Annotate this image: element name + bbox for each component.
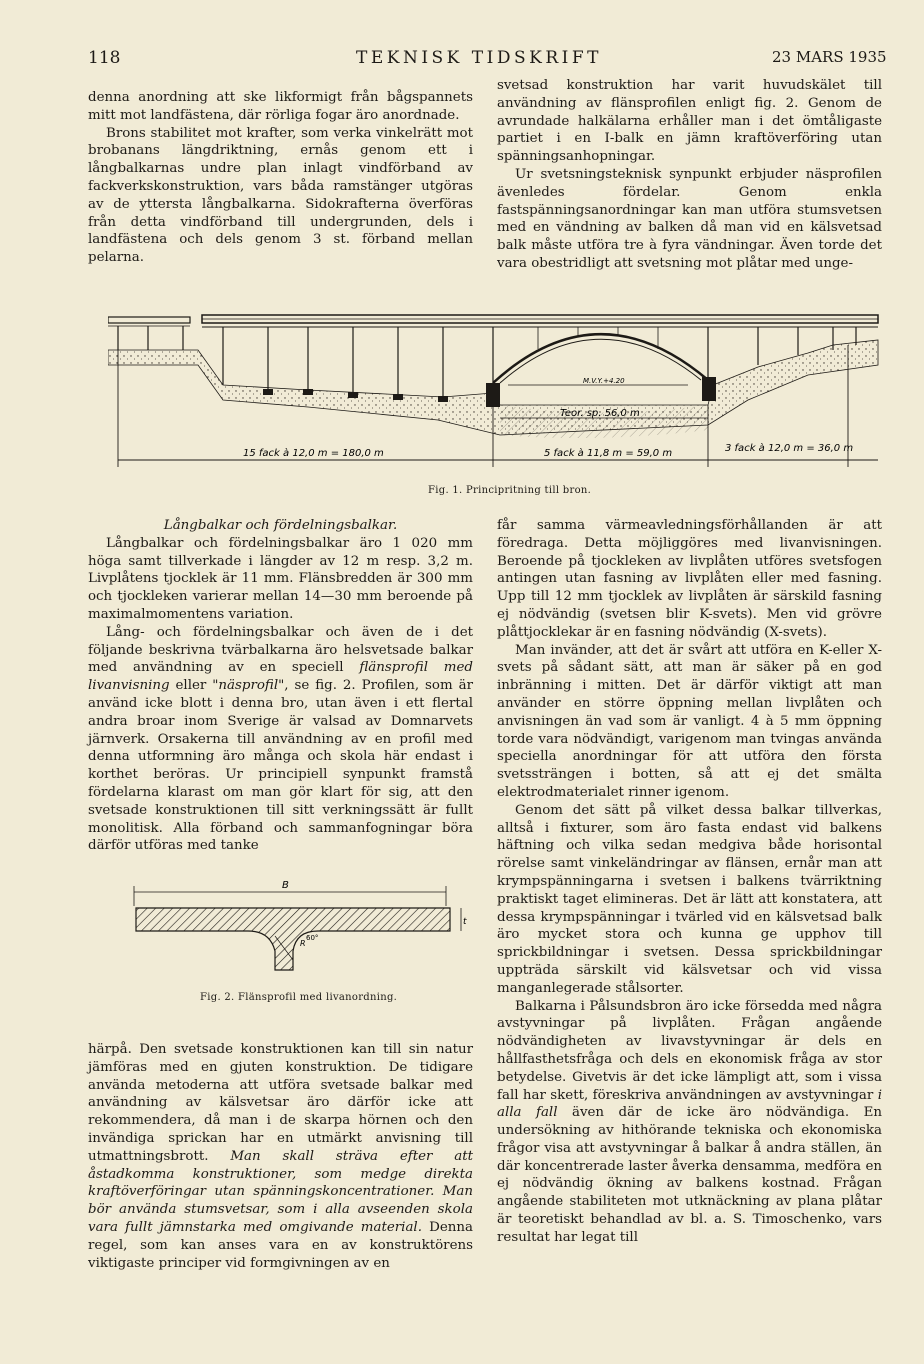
text-run: eller [169, 678, 213, 694]
text-run: Denna regel, som kan anses vara en av konstruktörens viktigaste principer vid formgivningen av en [88, 1219, 473, 1271]
text-run: Balkarna i Pålsundsbron äro icke försedda med några avstyvningar på livplåten. Frågan angående nödvändigheten av livavstyvningar är dels en hållfasthetsfråga och dels en ekonomisk fråga av stor betydelse. Givetvis är det icke lämpligt att, som i vissa fall har skett, föreskriva användningen av avstyvningar [497, 998, 882, 1103]
figure-1-caption: Fig. 1. Principritning till bron. [428, 485, 592, 496]
text-run: härpå. Den svetsade konstruktionen kan till sin natur jämföras med en gjuten konstruktion. De tidigare använda metoderna att utföra svetsade balkar med användning av kälsvetsar äro därför icke att rekommendera, då man i de skarpa hörnen och den invändiga sprickan har en utmärkt anvisning till utmattningsbrott. [88, 1042, 473, 1164]
paragraph [497, 998, 882, 1247]
journal-title: TEKNISK TIDSKRIFT [356, 48, 602, 68]
paragraph: Långbalkar och fördelningsbalkar äro 1 020 mm höga samt tillverkade i längder av 12 m resp. 3,2 m. Livplåtens tjocklek är 11 mm. Flänsbredden är 300 mm och tjockleken varierar mellan 14—30 mm beroende på maximalmomentens variation. [88, 535, 473, 622]
label-t: t [463, 917, 467, 927]
text-run: , se fig. 2. Profilen, som är använd icke blott i denna bro, utan även i ett flertal andra broar inom Sverige är valsad av Domnarvets järnverk. Orsakerna till användning av en profil med denna utformning äro många och skola här endast i korthet beröras. Ur principiell synpunkt framstå fördelarna klarast om man gör klart för sig, att den svetsade konstruktionen till sitt verkningssätt är fullt monolitisk. Alla förband och sammanfogningar böra därför utföras med tanke [88, 678, 473, 854]
text-run: Lång- och fördelningsbalkar och även de i det följande beskrivna tvärbalkarna äro helsvetsade balkar med användning av en speciell [88, 624, 473, 676]
issue-date: 23 MARS 1935 [772, 48, 887, 66]
italic-run: i alla fall [497, 1087, 882, 1121]
italic-run: flänsprofil med livanvisning [88, 660, 473, 694]
label-b: B [282, 880, 289, 891]
paragraph: får samma värmeavledningsförhållanden är att föredraga. Detta möjliggöres med livanvisningen. Beroende på tjockleken av livplåten utföres svetsfogen antingen utan fasning av livplåten eller med fasning. Upp till 12 mm tjocklek av livplåten är särskild fasning ej nödvändig (svetsen blir K-svets). Men vid grövre plåttjocklekar är en fasning nödvändig (X-svets). [497, 518, 882, 640]
flange-section [136, 908, 450, 970]
water-level-label: M.V.Y.+4.20 [583, 377, 625, 385]
paragraph [88, 1041, 473, 1272]
paragraph: Man invänder, att det är svårt att utföra en K-eller X-svets på sådant sätt, att man är säker på en god inbränning i mitten. Det är därför viktigt att man använder en större öppning mellan livplåten och anvisningen än vad som är vanligt. 4 à 5 mm öppning torde vara nödvändigt, varigenom man tvingas använda speciella anordningar för att utföra den första svetssträngen i botten, så att ej det smälta elektrodmaterialet rinner igenom. [497, 642, 882, 800]
text-run: även där de icke äro nödvändiga. En undersökning av hithörande tekniska och ekonomiska frågor visa att avstyvningar å balkar å andra ställen, än där koncentrerade laster åverka densamma, medföra en ej nödvändig ökning av balkens kostnad. Frågan angående stabiliteten mot utknäckning av plana plåtar är teoretiskt behandlad av bl. a. S. Timoschenko, vars resultat har legat till [497, 1105, 883, 1245]
dimension-label-right: 3 fack à 12,0 m = 36,0 m [725, 443, 854, 454]
span-label: Teor. sp. 56,0 m [560, 408, 640, 419]
paragraph: denna anordning att ske likformigt från bågspannets mitt mot landfästena, där rörliga fogar äro anordnade. [88, 90, 473, 123]
paragraph: Brons stabilitet mot krafter, som verka vinkelrätt mot brobanans längdriktning, ernås genom ett i långbalkarnas undre plan inlagt vindförband av fackverkskonstruktion, vars båda ramstänger utgöras av de yttersta långbalkarna. Sidokrafterna överföras från detta vindförband till undergrunden, dels i landfästena och dels genom 3 st. förband mellan pelarna. [88, 125, 473, 266]
figure-2-flange-profile [128, 876, 473, 981]
italic-run: "näsprofil" [212, 678, 285, 694]
paragraph [88, 624, 473, 855]
column-left-continued [88, 1041, 473, 1272]
dimension-label-mid: 5 fack à 11,8 m = 59,0 m [544, 448, 673, 459]
figure-1-bridge-drawing [108, 305, 883, 475]
label-r: R [300, 939, 306, 948]
paragraph: Genom det sätt på vilket dessa balkar tillverkas, alltså i fixturer, som äro fasta endast vid balkens häftning och vilka sedan medgiva både horisontal rörelse samt vinkeländringar av flänsen, ernår man att krympspänningarna i svetsen i balkens tvärriktning praktiskt taget elimineras. Det är lätt att konstatera, att dessa krympspänningar i tvärled vid en kälsvetsad balk äro mycket stora och kunna ge upphov till sprickbildningar i svetsen. Dessa sprickbildningar uppträda särskilt vid kälsvetsar och vid vissa manganlegerade stålsorter. [497, 802, 882, 996]
column-left-bottom [88, 517, 473, 855]
section-heading: Långbalkar och fördelningsbalkar. [163, 518, 398, 533]
column-right-top [497, 77, 882, 273]
bridge-deck [108, 315, 878, 327]
paragraph: svetsad konstruktion har varit huvudskälet till användning av flänsprofilen enligt fig. 2. Genom de avrundade halkälarna erhåller man i det ömtåligaste partiet i en I-balk en jämn kraftöverföring utan spänningsanhopningar. [497, 78, 882, 165]
column-right-bottom [497, 517, 882, 1247]
column-left-top [88, 89, 473, 267]
figure-2-caption: Fig. 2. Flänsprofil med livanordning. [200, 992, 398, 1003]
page-number: 118 [88, 48, 121, 68]
label-angle: 60° [306, 934, 319, 942]
italic-run: Man skall sträva efter att åstadkomma konstruktioner, som medge direkta kraftöverföringar utan spänningskoncentrationer. Man bör använda stumsvetsar, som i alla avseenden skola vara fullt jämnstarka med omgivande material. [88, 1148, 473, 1235]
paragraph: Ur svetsningsteknisk synpunkt erbjuder näsprofilen ävenledes fördelar. Genom enkla fastspänningsanordningar kan man utföra stumsvetsen med en vändning av balken då man vid en kälsvetsad balk måste utföra tre à fyra vändningar. Även torde det vara obestridligt att svetsning mot plåtar med unge- [497, 166, 882, 271]
dimension-label-left: 15 fack à 12,0 m = 180,0 m [243, 448, 384, 459]
page-header [0, 48, 924, 72]
